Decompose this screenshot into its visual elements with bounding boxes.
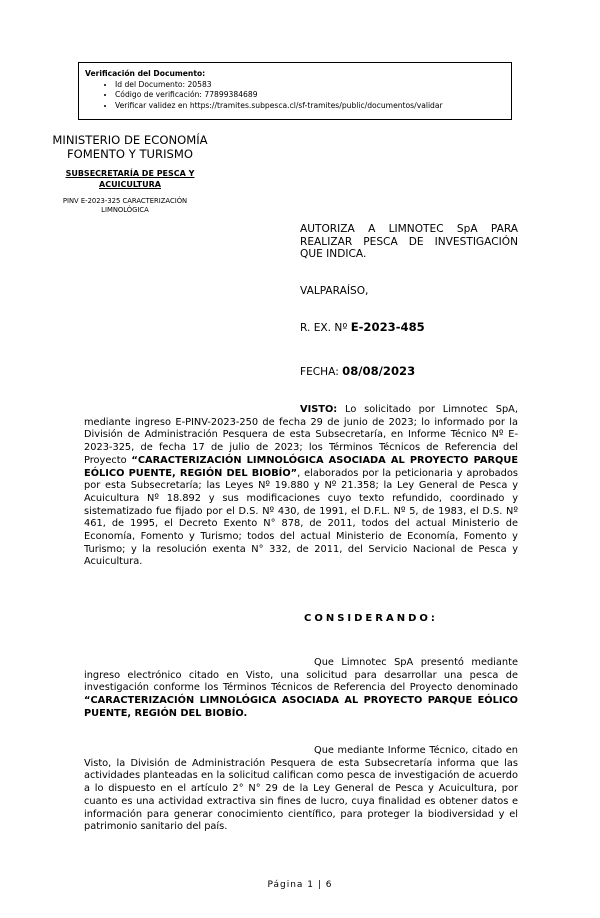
resolution-subject: AUTORIZA A LIMNOTEC SpA PARA REALIZAR PESCA DE INVESTIGACIÓN QUE INDICA. (300, 223, 518, 261)
visto-paragraph (84, 404, 518, 569)
verification-item-url[interactable]: • Verificar validez en https://tramites.subpesca.cl/sf-tramites/public/documentos/validar (115, 101, 511, 112)
ministry-heading (20, 133, 240, 161)
ministry-line-2: FOMENTO Y TURISMO (67, 147, 193, 161)
visto-text-2: , elaborados por la peticionaria y aprobados por esta Subsecretaría; las Leyes Nº 19.880 y Nº 21.358; la Ley General de Pesca y Acuicultura Nº 18.892 y sus modificaciones cuyo texto refundido, coordinado y sistematizado fue fijado por el D.S. Nº 430, de 1991, el D.F.L. Nº 5, de 1983, el D.S. Nº 461, de 1995, el Decreto Exento N° 878, de 2011, todos del actual Ministerio de Economía, Fomento y Turismo; todos del actual Ministerio de Economía, Fomento y Turismo; y la resolución exenta N° 332, de 2011, del Servicio Nacional de Pesca y Acuicultura. (84, 467, 518, 568)
rex-value: E-2023-485 (350, 320, 425, 334)
considerando-paragraph-2: Que mediante Informe Técnico, citado en Visto, la División de Administración Pesquera de esta Subsecretaría informa que las actividades planteadas en la solicitud califican como pesca de investigación de acuerdo a lo dispuesto en el artículo 2° N° 29 de la Ley General de Pesca y Acuicultura, por cuanto es una actividad extractiva sin fines de lucro, cuya finalidad es obtener datos e información para generar conocimiento científico, para proteger la biodiversidad y el patrimonio sanitario del país. (84, 745, 518, 833)
pinv-line-2: LIMNOLÓGICA (101, 206, 149, 214)
pinv-reference (40, 197, 210, 215)
subsecretaria-heading (40, 169, 220, 190)
visto-label: VISTO: (300, 404, 338, 415)
visto-project-title: “CARACTERIZACIÓN LIMNOLÓGICA ASOCIADA AL PROYECTO PARQUE EÓLICO PUENTE, REGIÓN DEL BIOBÍO” (84, 454, 519, 479)
verification-item-code: • Código de verificación: 77899384689 (115, 90, 511, 101)
city-line: VALPARAÍSO, (300, 285, 369, 297)
page-number: Página 1 | 6 (267, 880, 333, 890)
rex-label: R. EX. Nº (300, 322, 348, 334)
verification-item-id: • Id del Documento: 20583 (115, 80, 511, 91)
considerando-heading: CONSIDERANDO: (304, 613, 438, 624)
ministry-line-1: MINISTERIO DE ECONOMÍA (52, 133, 208, 147)
verification-box (78, 62, 512, 120)
resolution-date (300, 364, 415, 378)
visto-text-1: Lo solicitado por Limnotec SpA, mediante ingreso E-PINV-2023-250 de fecha 29 de junio de 2023; lo informado por la División de Administración Pesquera de esta Subsecretaría, en Informe Técnico Nº E-2023-325, de fecha 17 de julio de 2023; los Términos Técnicos de Referencia del Proyecto (84, 404, 518, 466)
considerando-1-project: “CARACTERIZACIÓN LIMNOLÓGICA ASOCIADA AL PROYECTO PARQUE EÓLICO PUENTE, REGIÓN DEL BIOBÍO. (84, 695, 518, 719)
resolution-number (300, 320, 425, 334)
subsecretaria-line-2: ACUICULTURA (99, 179, 161, 189)
verification-title: Verificación del Documento: (85, 69, 206, 78)
fecha-value: 08/08/2023 (342, 364, 416, 378)
fecha-label: FECHA: (300, 366, 339, 378)
considerando-paragraph-1 (84, 657, 518, 721)
pinv-line-1: PINV E-2023-325 CARACTERIZACIÓN (62, 197, 188, 205)
subsecretaria-line-1: SUBSECRETARÍA DE PESCA Y (65, 169, 195, 178)
considerando-1-text: Que Limnotec SpA presentó mediante ingreso electrónico citado en Visto, una solicitud para desarrollar una pesca de investigación conforme los Términos Técnicos de Referencia del Proyecto denominado (84, 657, 518, 694)
verification-list (85, 80, 511, 112)
